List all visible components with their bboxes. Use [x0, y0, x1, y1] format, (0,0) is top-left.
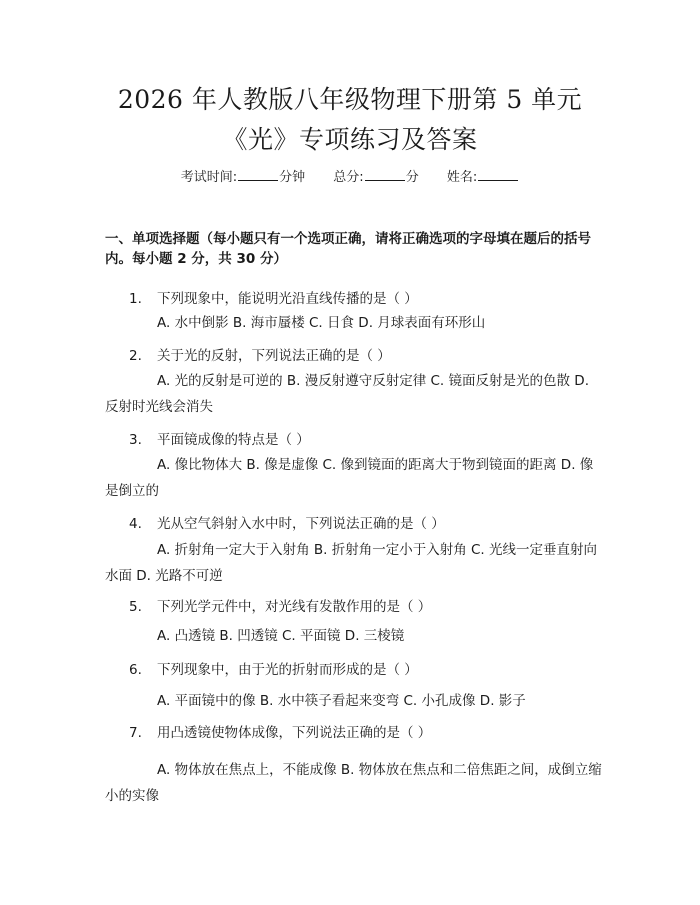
question-5-options: A. 凸透镜 B. 凹透镜 C. 平面镜 D. 三棱镜 — [157, 628, 405, 644]
question-number: 7. — [129, 725, 142, 741]
student-name-label: 姓名: — [446, 170, 478, 185]
exam-info-row — [0, 168, 700, 188]
question-number: 2. — [129, 348, 142, 364]
exam-time-label: 考试时间: — [180, 170, 238, 185]
question-7-options: A. 物体放在焦点上，不能成像 B. 物体放在焦点和二倍焦距之间，成倒立缩小的实像 — [105, 762, 602, 804]
total-score-label: 总分: — [333, 170, 364, 185]
student-name-blank[interactable] — [478, 168, 518, 181]
student-name-field — [447, 170, 519, 185]
total-score-unit: 分 — [405, 170, 419, 185]
total-score-field — [333, 170, 423, 185]
question-stem: 下列现象中，能说明光沿直线传播的是（ ） — [157, 291, 418, 307]
question-stem: 光从空气斜射入水中时，下列说法正确的是（ ） — [157, 516, 445, 532]
question-6-options: A. 平面镜中的像 B. 水中筷子看起来变弯 C. 小孔成像 D. 影子 — [157, 693, 526, 709]
exam-time-field — [181, 170, 310, 185]
question-3-options: A. 像比物体大 B. 像是虚像 C. 像到镜面的距离大于物到镜面的距离 D. 像是倒立的 — [105, 457, 594, 499]
question-stem: 平面镜成像的特点是（ ） — [157, 432, 310, 448]
section-header-single-choice: 一、单项选择题（每小题只有一个选项正确，请将正确选项的字母填在题后的括号内。每小题 2 分，共 30 分） — [105, 231, 591, 267]
question-number: 4. — [129, 516, 142, 532]
exam-time-unit: 分钟 — [279, 170, 306, 185]
exam-time-blank[interactable] — [238, 168, 278, 181]
document-title-line2: 《光》专项练习及答案 — [222, 125, 478, 154]
question-number: 3. — [129, 432, 142, 448]
total-score-blank[interactable] — [365, 168, 405, 181]
question-1-options: A. 水中倒影 B. 海市蜃楼 C. 日食 D. 月球表面有环形山 — [157, 315, 486, 331]
question-number: 6. — [129, 662, 142, 678]
question-4-options: A. 折射角一定大于入射角 B. 折射角一定小于入射角 C. 光线一定垂直射向水面 D. 光路不可逆 — [105, 542, 598, 584]
question-2-options: A. 光的反射是可逆的 B. 漫反射遵守反射定律 C. 镜面反射是光的色散 D. 反射时光线会消失 — [105, 373, 589, 415]
question-stem: 用凸透镜使物体成像，下列说法正确的是（ ） — [157, 725, 432, 741]
question-number: 1. — [129, 291, 142, 307]
question-stem: 下列现象中，由于光的折射而形成的是（ ） — [157, 662, 418, 678]
question-stem: 下列光学元件中，对光线有发散作用的是（ ） — [157, 599, 432, 615]
document-title-line1: 2026 年人教版八年级物理下册第 5 单元 — [117, 85, 583, 114]
question-number: 5. — [129, 599, 142, 615]
question-stem: 关于光的反射，下列说法正确的是（ ） — [157, 348, 391, 364]
